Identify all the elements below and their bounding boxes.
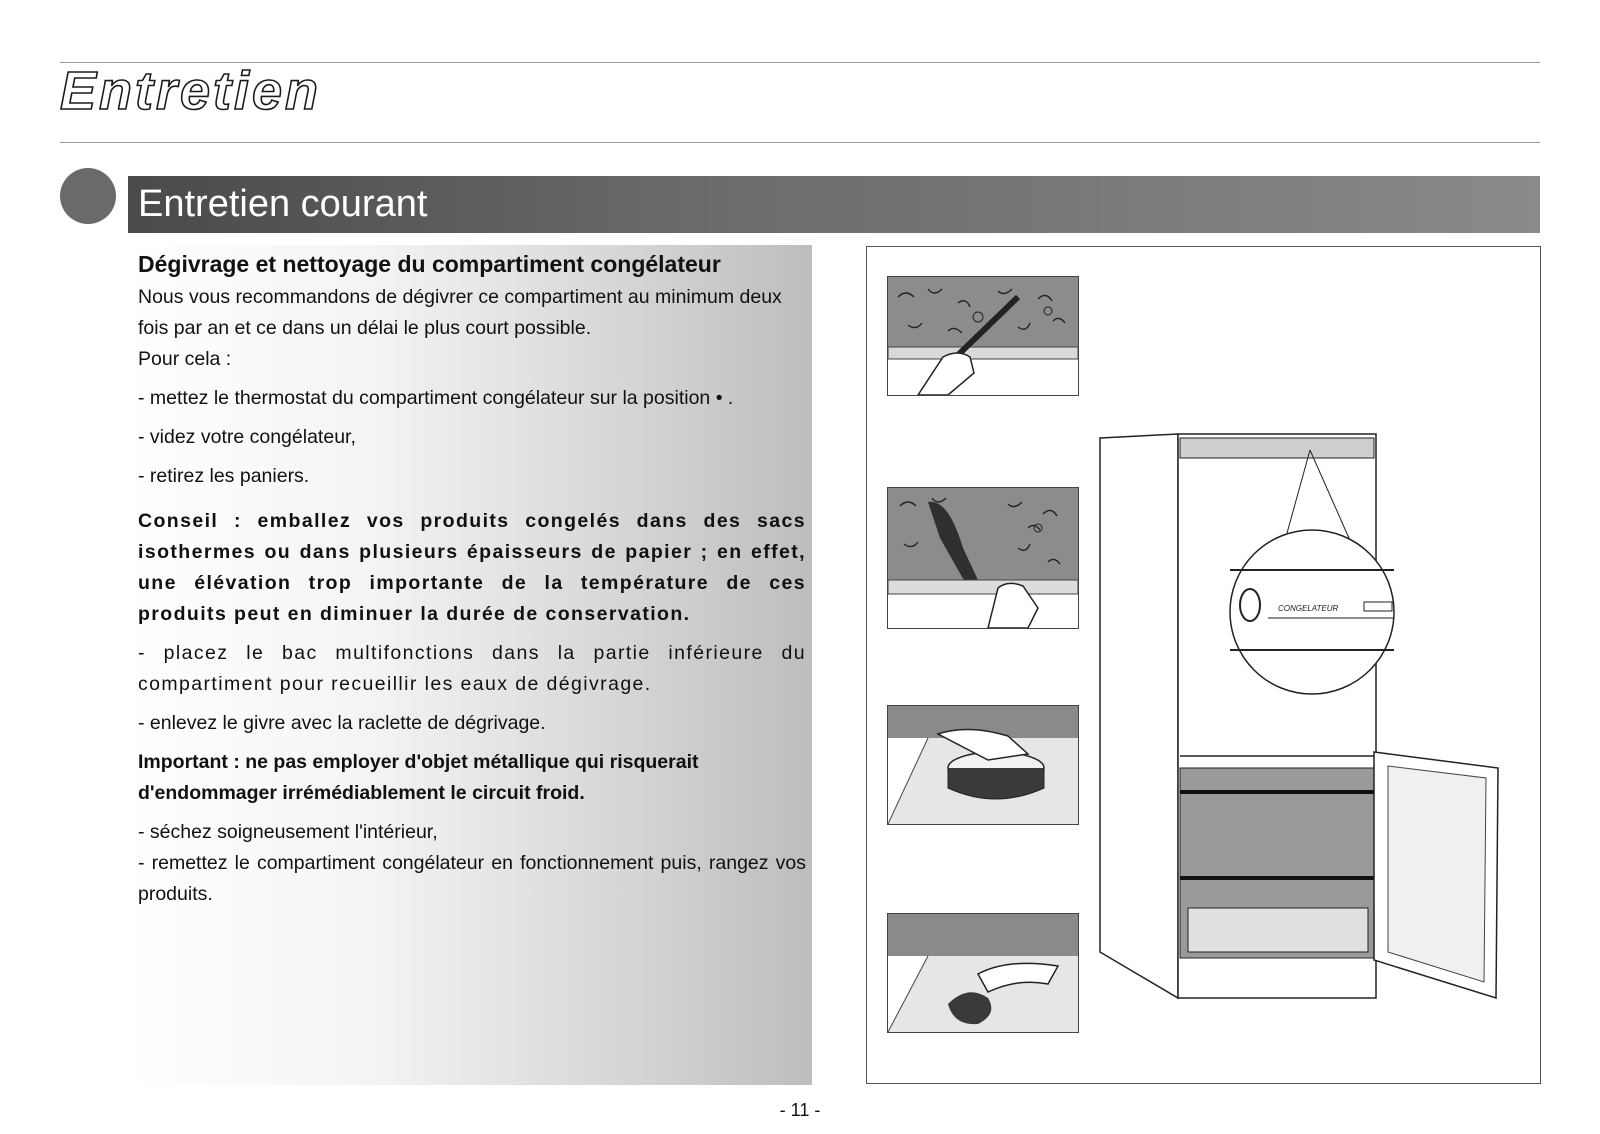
step-empty-freezer: - videz votre congélateur, <box>138 426 356 448</box>
important-note: Important : ne pas employer d'objet métallique qui risquerait d'endommager irrémédiablement le circuit froid. <box>138 751 699 804</box>
step-place-tray: - placez le bac multifonctions dans la partie inférieure du compartiment pour recueillir les eaux de dégivrage. <box>138 642 806 695</box>
step-thermostat: - mettez le thermostat du compartiment congélateur sur la position • . <box>138 387 734 409</box>
step-remove-baskets: - retirez les paniers. <box>138 465 310 487</box>
tray-illustration <box>887 705 1079 825</box>
cloth-illustration <box>887 913 1079 1033</box>
intro-lead: Pour cela : <box>138 348 232 370</box>
page-number: - 11 - <box>779 1100 821 1120</box>
scraping-illustration <box>887 487 1079 629</box>
step-remove-frost: - enlevez le givre avec la raclette de dégrivage. <box>138 712 546 734</box>
control-label: CONGELATEUR <box>1278 604 1339 613</box>
step-dry-interior: - séchez soigneusement l'intérieur, <box>138 821 438 843</box>
intro-paragraph: Nous vous recommandons de dégivrer ce compartiment au minimum deux fois par an et ce dans un délai le plus court possible. <box>138 286 782 339</box>
refrigerator-illustration <box>1098 430 1518 1010</box>
step-restart: - remettez le compartiment congélateur en fonctionnement puis, rangez vos produits. <box>138 852 806 905</box>
conseil-note: Conseil : emballez vos produits congelés dans des sacs isothermes ou dans plusieurs épaisseurs de papier ; en effet, une élévation trop importante de la température de ces produits peut en diminuer la durée de conservation. <box>138 510 806 625</box>
chapter-title: Entretien <box>60 61 322 121</box>
scraper-illustration <box>887 276 1079 396</box>
sub-heading: Dégivrage et nettoyage du compartiment congélateur <box>138 251 721 277</box>
section-bullet <box>60 168 116 224</box>
header-rule <box>60 142 1540 143</box>
section-title: Entretien courant <box>138 183 428 225</box>
instructions-text <box>138 248 806 910</box>
